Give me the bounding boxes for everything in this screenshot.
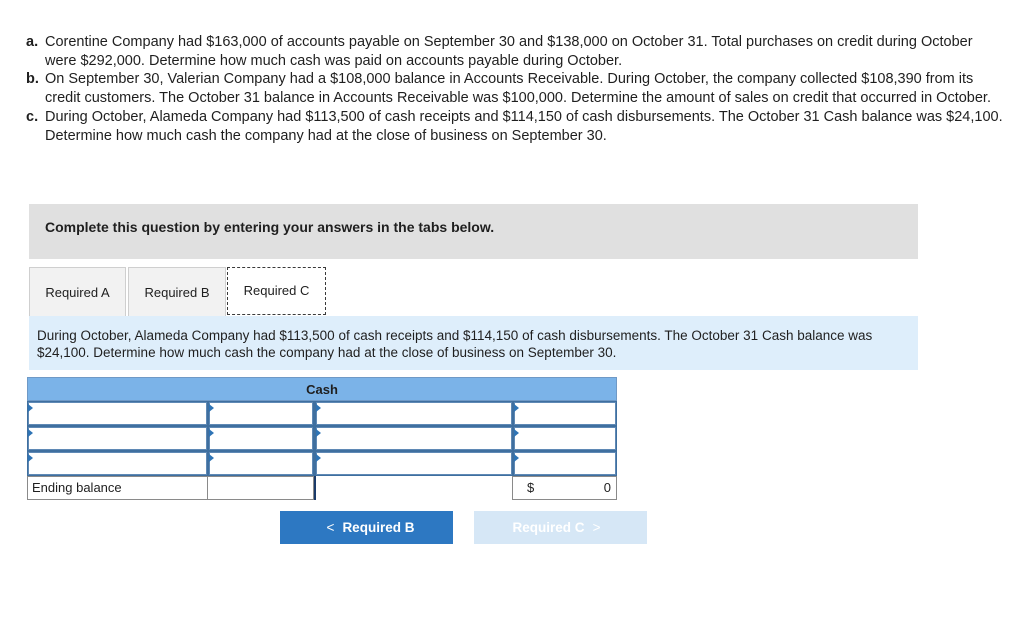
credit-account-input[interactable] bbox=[316, 427, 512, 450]
cash-t-account bbox=[27, 377, 617, 500]
prev-required-b-button[interactable] bbox=[280, 511, 453, 544]
dropdown-marker-icon bbox=[514, 454, 519, 462]
dropdown-marker-icon bbox=[28, 429, 33, 437]
dropdown-marker-icon bbox=[514, 404, 519, 412]
question-panel bbox=[29, 316, 918, 370]
t-account-title: Cash bbox=[27, 377, 617, 401]
dropdown-marker-icon bbox=[316, 404, 321, 412]
credit-account-input[interactable] bbox=[316, 402, 512, 425]
problem-letter: a. bbox=[26, 34, 39, 50]
problem-letter: b. bbox=[26, 71, 39, 88]
chevron-right-icon: > bbox=[592, 520, 601, 535]
dropdown-marker-icon bbox=[28, 454, 33, 462]
debit-amount-input[interactable] bbox=[209, 427, 313, 450]
ending-balance-amount: 0 bbox=[603, 480, 611, 495]
problem-b bbox=[26, 70, 1006, 107]
next-button-label: Required C bbox=[512, 520, 585, 535]
question-text: During October, Alameda Company had $113,500 of cash receipts and $114,150 of cash disbursements. The October 31 Cash balance was $24,100. Determine how much cash the company had at the close of business on September 30. bbox=[37, 328, 873, 360]
problem-a bbox=[26, 33, 1006, 70]
tab-required-c[interactable]: Required C bbox=[227, 267, 326, 315]
problem-text: During October, Alameda Company had $113,500 of cash receipts and $114,150 of cash disbursements. The October 31 Cash balance was $24,100. Determine how much cash the company had at the close of business on September 30. bbox=[45, 108, 1003, 144]
prev-button-label: Required B bbox=[342, 520, 415, 535]
credit-amount-input[interactable] bbox=[514, 402, 616, 425]
problem-list bbox=[26, 33, 1006, 145]
dropdown-marker-icon bbox=[209, 429, 214, 437]
debit-account-input[interactable] bbox=[28, 452, 207, 475]
debit-account-input[interactable] bbox=[28, 427, 207, 450]
dropdown-marker-icon bbox=[209, 404, 214, 412]
dropdown-marker-icon bbox=[316, 429, 321, 437]
dropdown-marker-icon bbox=[316, 454, 321, 462]
chevron-left-icon: < bbox=[326, 520, 335, 535]
next-required-c-button[interactable] bbox=[474, 511, 647, 544]
dropdown-marker-icon bbox=[28, 404, 33, 412]
dropdown-marker-icon bbox=[514, 429, 519, 437]
debit-amount-input[interactable] bbox=[209, 452, 313, 475]
instruction-text: Complete this question by entering your answers in the tabs below. bbox=[45, 219, 495, 235]
tab-required-a[interactable]: Required A bbox=[29, 267, 126, 316]
problem-text: On September 30, Valerian Company had a $108,000 balance in Accounts Receivable. During October, the company collected $108,390 from its credit customers. The October 31 balance in Accounts Receivable was $100,000. Determine the amount of sales on credit that occurred in October. bbox=[45, 71, 991, 107]
problem-text: Corentine Company had $163,000 of accounts payable on September 30 and $138,000 on October 31. Total purchases on credit during October were $292,000. Determine how much cash was paid on accounts payable during October. bbox=[45, 34, 973, 69]
currency-symbol: $ bbox=[527, 480, 535, 495]
instruction-banner bbox=[29, 204, 918, 259]
ending-balance-debit-input[interactable] bbox=[208, 476, 314, 500]
ending-balance-label: Ending balance bbox=[27, 476, 208, 500]
debit-account-input[interactable] bbox=[28, 402, 207, 425]
tab-required-b[interactable]: Required B bbox=[128, 267, 226, 316]
problem-c bbox=[26, 108, 1006, 145]
credit-account-input[interactable] bbox=[316, 452, 512, 475]
dropdown-marker-icon bbox=[209, 454, 214, 462]
credit-amount-input[interactable] bbox=[514, 452, 616, 475]
debit-amount-input[interactable] bbox=[209, 402, 313, 425]
problem-letter: c. bbox=[26, 108, 39, 125]
ending-balance-row bbox=[27, 476, 617, 500]
ending-balance-value bbox=[512, 476, 617, 500]
credit-amount-input[interactable] bbox=[514, 427, 616, 450]
